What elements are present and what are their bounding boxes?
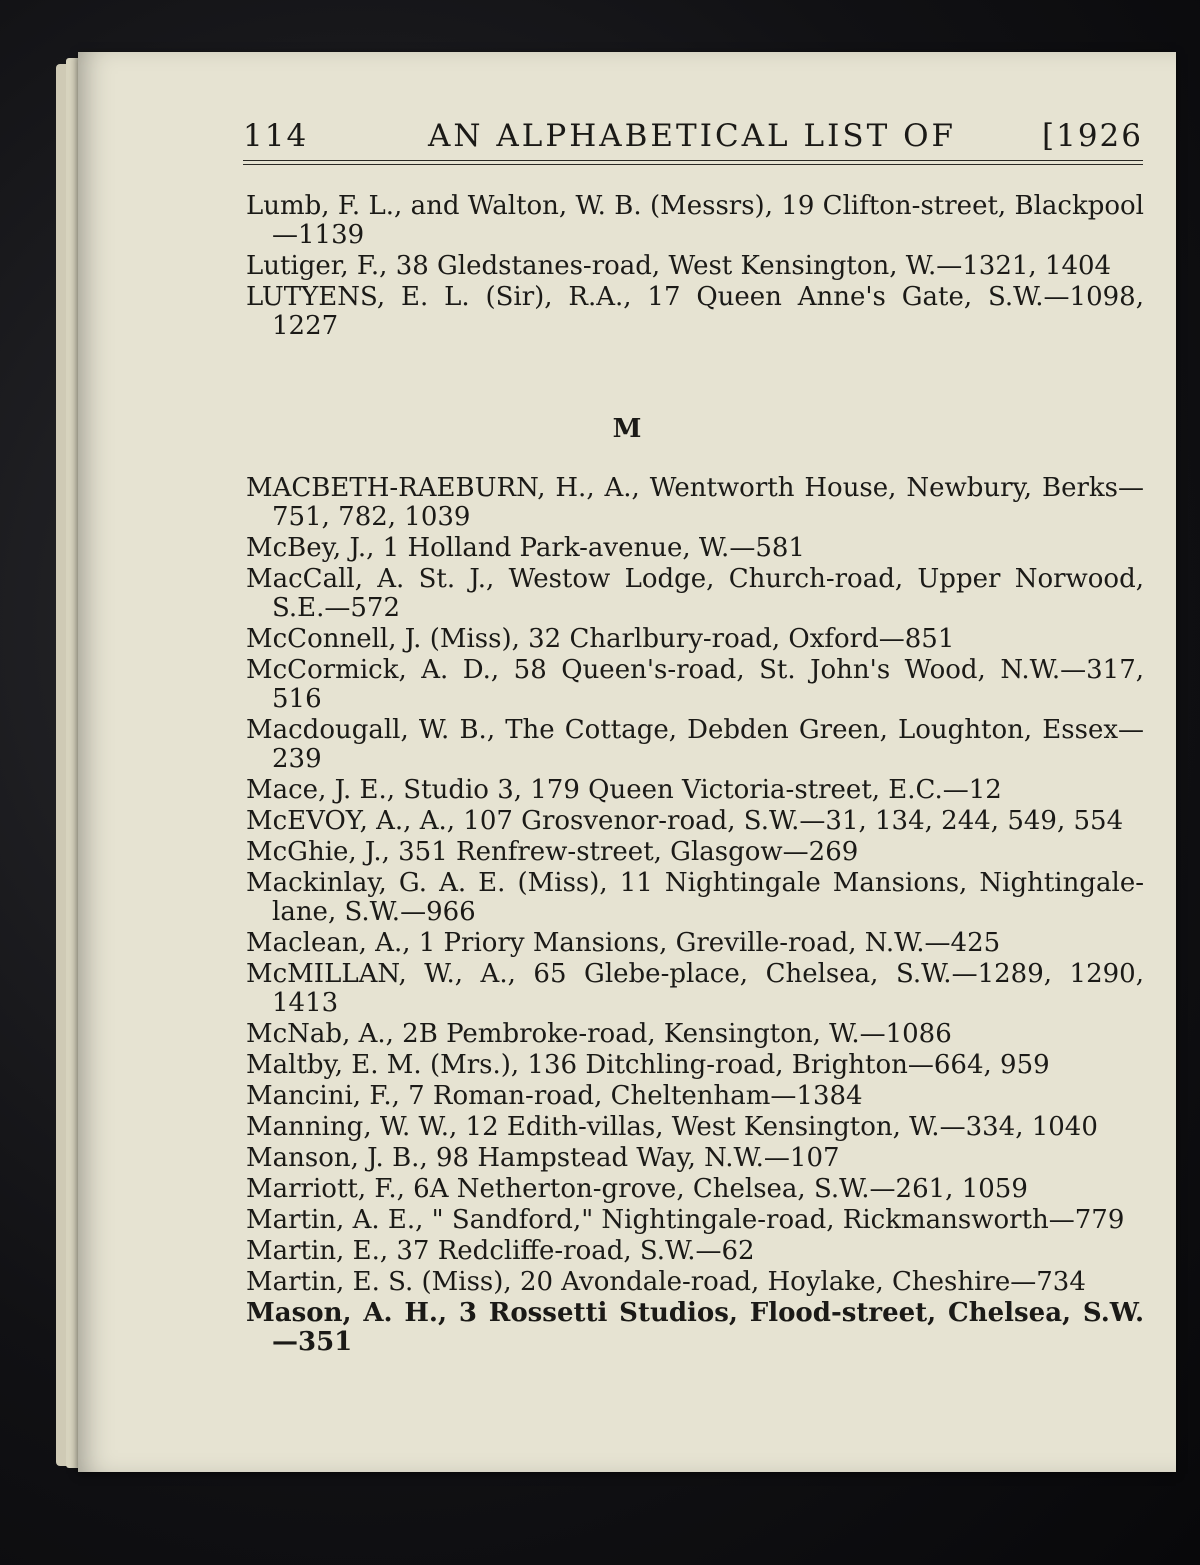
list-entry: McMILLAN, W., A., 65 Glebe-place, Chelsea, S.W.—1289, 1290, 1413 — [246, 959, 1144, 1018]
list-entry: McEVOY, A., A., 107 Grosvenor-road, S.W.—31, 134, 244, 549, 554 — [246, 806, 1124, 836]
list-entry: Martin, E. S. (Miss), 20 Avondale-road, Hoylake, Cheshire—734 — [246, 1267, 1086, 1297]
list-entry: MacCall, A. St. J., Westow Lodge, Church-road, Upper Norwood, S.E.—572 — [246, 564, 1144, 623]
list-entry: Mace, J. E., Studio 3, 179 Queen Victoria-street, E.C.—12 — [246, 775, 1002, 805]
m-entries-list — [246, 474, 1144, 1357]
list-entry: MACBETH-RAEBURN, H., A., Wentworth House, Newbury, Berks—751, 782, 1039 — [246, 473, 1144, 532]
list-entry: Maclean, A., 1 Priory Mansions, Greville-road, N.W.—425 — [246, 928, 1001, 958]
list-entry: Macdougall, W. B., The Cottage, Debden Green, Loughton, Essex—239 — [246, 715, 1144, 774]
list-entry: Martin, A. E., " Sandford," Nightingale-road, Rickmansworth—779 — [246, 1205, 1125, 1235]
list-entry: McConnell, J. (Miss), 32 Charlbury-road, Oxford—851 — [246, 624, 955, 654]
book-page — [78, 52, 1176, 1472]
header-rule-top — [243, 160, 1143, 161]
list-entry: McGhie, J., 351 Renfrew-street, Glasgow—269 — [246, 837, 859, 867]
page-number: 114 — [243, 118, 309, 154]
list-entry: McBey, J., 1 Holland Park-avenue, W.—581 — [246, 533, 805, 563]
list-entry: Lumb, F. L., and Walton, W. B. (Messrs), 19 Clifton-street, Blackpool—1139 — [246, 191, 1144, 250]
list-entry: Marriott, F., 6A Netherton-grove, Chelsea, S.W.—261, 1059 — [246, 1174, 1028, 1204]
list-entry: Maltby, E. M. (Mrs.), 136 Ditchling-road, Brighton—664, 959 — [246, 1050, 1050, 1080]
list-entry: Mackinlay, G. A. E. (Miss), 11 Nightingale Mansions, Nightingale-lane, S.W.—966 — [246, 868, 1144, 927]
header-rule-bottom — [243, 164, 1143, 165]
list-entry: Mason, A. H., 3 Rossetti Studios, Flood-street, Chelsea, S.W.—351 — [246, 1298, 1144, 1357]
list-entry: LUTYENS, E. L. (Sir), R.A., 17 Queen Anne's Gate, S.W.—1098, 1227 — [246, 282, 1144, 341]
list-entry: McNab, A., 2B Pembroke-road, Kensington, W.—1086 — [246, 1019, 952, 1049]
list-entry: Mancini, F., 7 Roman-road, Cheltenham—1384 — [246, 1081, 863, 1111]
list-entry: Manning, W. W., 12 Edith-villas, West Kensington, W.—334, 1040 — [246, 1112, 1098, 1142]
list-entry: Lutiger, F., 38 Gledstanes-road, West Kensington, W.—1321, 1404 — [246, 251, 1112, 281]
header-year: [1926 — [1042, 118, 1143, 154]
running-header — [243, 114, 1143, 162]
page-title: AN ALPHABETICAL LIST OF — [428, 118, 957, 154]
list-entry: McCormick, A. D., 58 Queen's-road, St. John's Wood, N.W.—317, 516 — [246, 655, 1144, 714]
list-entry: Martin, E., 37 Redcliffe-road, S.W.—62 — [246, 1236, 755, 1266]
list-entry: Manson, J. B., 98 Hampstead Way, N.W.—107 — [246, 1143, 840, 1173]
top-entries-list — [246, 192, 1144, 341]
section-letter: M — [612, 414, 642, 444]
